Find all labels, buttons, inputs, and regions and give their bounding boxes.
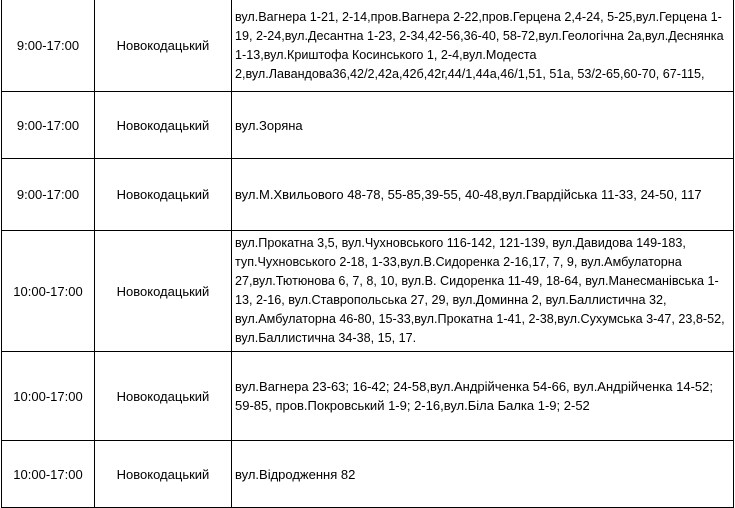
streets-cell: вул.Вагнера 1-21, 2-14,пров.Вагнера 2-22,пров.Герцена 2,4-24, 5-25,вул.Герцена 1-19, 2-24,вул.Десантна 1-23, 2-34,42-56,36-40, 58-72,вул.Геологічна 2а,вул.Деснянка 1-13,вул.Криштофа Косинського 1, 2-4,вул.Модеста 2,вул.Лавандова36,42/2,42а,42б,42г,44/1,44а,46/1,51, 51а, 53/2-65,60-70, 67-115,: [232, 0, 734, 92]
time-cell: 10:00-17:00: [2, 231, 95, 352]
time-cell: 9:00-17:00: [2, 92, 95, 159]
district-cell: Новокодацький: [95, 441, 232, 508]
table-row: [2, 352, 734, 441]
time-cell: 10:00-17:00: [2, 352, 95, 441]
outage-schedule-table: [1, 0, 734, 508]
table-row: [2, 231, 734, 352]
district-cell: Новокодацький: [95, 159, 232, 231]
time-cell: 10:00-17:00: [2, 441, 95, 508]
table-row: [2, 159, 734, 231]
time-cell: 9:00-17:00: [2, 0, 95, 92]
streets-cell: вул.М.Хвильового 48-78, 55-85,39-55, 40-48,вул.Гвардійська 11-33, 24-50, 117: [232, 159, 734, 231]
time-cell: 9:00-17:00: [2, 159, 95, 231]
streets-cell: вул.Вагнера 23-63; 16-42; 24-58,вул.Андрійченка 54-66, вул.Андрійченка 14-52; 59-85, пров.Покровський 1-9; 2-16,вул.Біла Балка 1-9; 2-52: [232, 352, 734, 441]
table-row: [2, 0, 734, 92]
district-cell: Новокодацький: [95, 0, 232, 92]
district-cell: Новокодацький: [95, 231, 232, 352]
table-row: [2, 441, 734, 508]
table-row: [2, 92, 734, 159]
district-cell: Новокодацький: [95, 352, 232, 441]
streets-cell: вул.Відродження 82: [232, 441, 734, 508]
streets-cell: вул.Зоряна: [232, 92, 734, 159]
streets-cell: вул.Прокатна 3,5, вул.Чухновського 116-142, 121-139, вул.Давидова 149-183, туп.Чухновського 2-18, 1-33,вул.В.Сидоренка 2-16,17, 7, 9, вул.Амбулаторна 27,вул.Тютюнова 6, 7, 8, 10, вул.В. Сидоренка 11-49, 18-64, вул.Манесманівська 1-13, 2-16, вул.Ставропольська 27, 29, вул.Доминна 2, вул.Баллистична 32, вул.Амбулаторна 46-80, 15-33,вул.Прокатна 1-41, 2-38,вул.Сухумська 3-47, 23,8-52, вул.Баллистична 34-38, 15, 17.: [232, 231, 734, 352]
district-cell: Новокодацький: [95, 92, 232, 159]
